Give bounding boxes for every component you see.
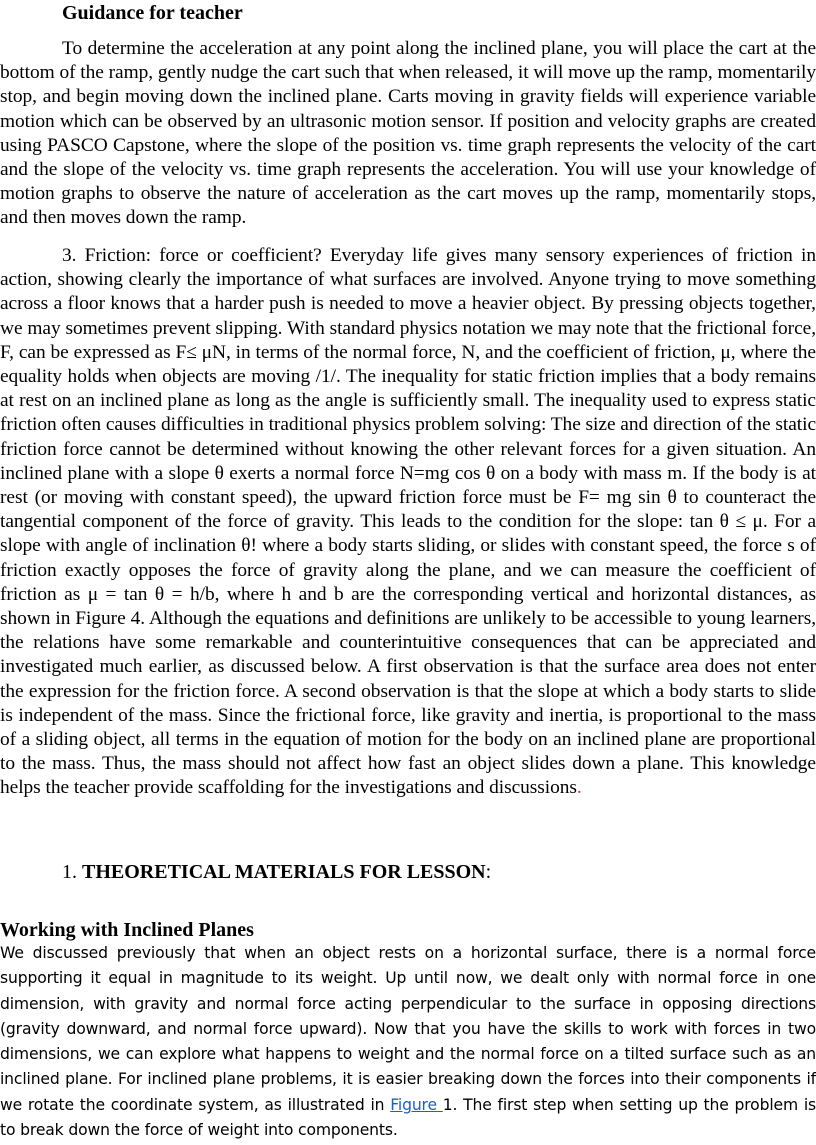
theory-suffix: : xyxy=(485,861,492,883)
figure-1-link[interactable]: Figure xyxy=(390,1095,443,1114)
inclined-planes-paragraph xyxy=(0,941,816,1143)
guidance-heading: Guidance for teacher xyxy=(62,2,243,24)
inclined-text-after-link: 1. The first step when setting up the problem is to break down the force of weight into components. xyxy=(0,1095,816,1140)
guidance-paragraph: To determine the acceleration at any point along the inclined plane, you will place the cart at the bottom of the ramp, gently nudge the cart such that when released, it will move up the ramp, momentarily stop, and begin moving down the inclined plane. Carts moving in gravity fields will experience variable motion which can be observed by an ultrasonic motion sensor. If position and velocity graphs are created using PASCO Capstone, where the slope of the position vs. time graph represents the velocity of the cart and the slope of the velocity vs. time graph represents the acceleration. You will use your knowledge of motion graphs to observe the nature of acceleration as the cart moves up the ramp, momentarily stops, and then moves down the ramp. xyxy=(0,38,816,229)
friction-end-mark: . xyxy=(576,777,582,799)
inclined-planes-heading: Working with Inclined Planes xyxy=(0,919,254,941)
inclined-text-before-link: We discussed previously that when an object rests on a horizontal surface, there is a normal force supporting it equal in magnitude to its weight. Up until now, we dealt only with normal force in one dimension, with gravity and normal force acting perpendicular to the surface in opposing directions (gravity downward, and normal force upward). Now that you have the skills to work with forces in two dimensions, we can explore what happens to weight and the normal force on a tilted surface such as an inclined plane. For inclined plane problems, it is easier breaking down the forces into their components if we rotate the coordinate system, as illustrated in xyxy=(0,944,816,1114)
friction-paragraph-text: 3. Friction: force or coefficient? Everyday life gives many sensory experiences of friction in action, showing clearly the importance of what surfaces are involved. Anyone trying to move something across a floor knows that a harder push is needed to move a heavier object. By pressing objects together, we may sometimes prevent slipping. With standard physics notation we may note that the frictional force, F, can be expressed as F≤ μN, in terms of the normal force, N, and the coefficient of friction, μ, where the equality holds when objects are moving /1/. The inequality for static friction implies that a body remains at rest on an inclined plane as long as the angle is sufficiently small. The inequality used to express static friction often causes difficulties in traditional physics problem solving: The size and direction of the static friction force cannot be determined without knowing the other relevant forces for a given situation. An inclined plane with a slope θ exerts a normal force N=mg cos θ on a body with mass m. If the body is at rest (or moving with constant speed), the upward friction force must be F= mg sin θ to counteract the tangential component of the force of gravity. This leads to the condition for the slope: tan θ ≤ μ. For a slope with angle of inclination θ! where a body starts sliding, or slides with constant speed, the force s of friction exactly opposes the force of gravity along the plane, and we can measure the coefficient of friction as μ = tan θ = h/b, where h and b are the corresponding vertical and horizontal distances, as shown in Figure 4. Although the equations and definitions are unlikely to be accessible to young learners, the relations have some remarkable and counterintuitive consequences that can be appreciated and investigated much earlier, as discussed below. A first observation is that the surface area does not enter the expression for the friction force. A second observation is that the slope at which a body starts to slide is independent of the mass. Since the frictional force, like gravity and inertia, is proportional to the mass of a sliding object, all terms in the equation of motion for the body on an inclined plane are proportional to the mass. Thus, the mass should not affect how fast an object slides down a plane. This knowledge helps the teacher provide scaffolding for the investigations and discussions xyxy=(0,245,816,799)
theory-section-title xyxy=(62,860,491,884)
theory-title: THEORETICAL MATERIALS FOR LESSON xyxy=(82,861,486,883)
friction-paragraph xyxy=(0,244,816,801)
theory-number: 1. xyxy=(62,861,77,883)
